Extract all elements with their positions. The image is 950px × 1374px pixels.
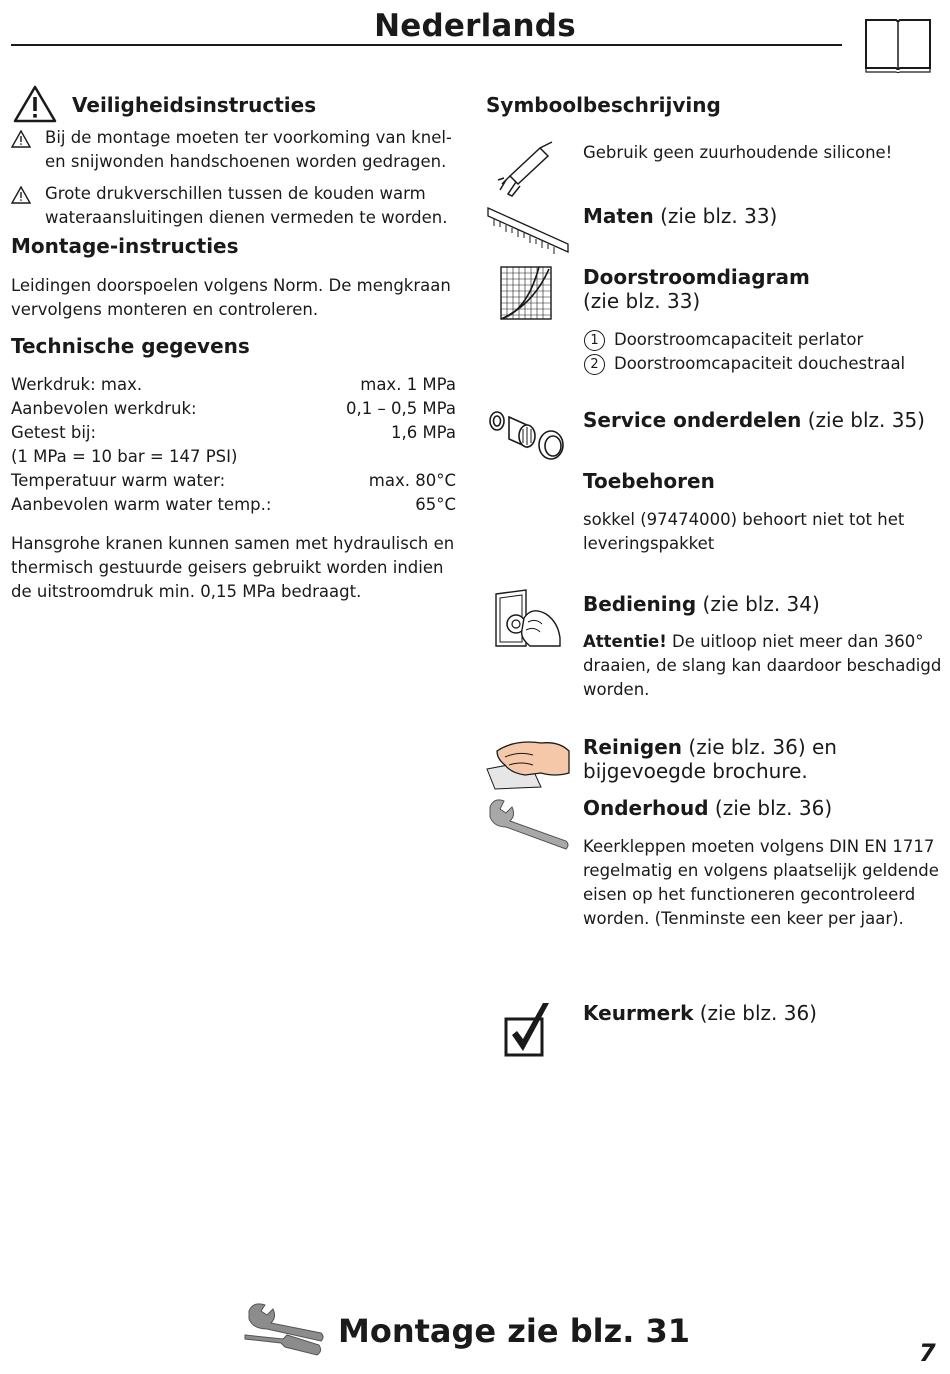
operation-page-ref: (zie blz. 34) — [696, 592, 820, 616]
maten-title — [583, 204, 777, 228]
safety-item-text: Grote drukverschillen tussen de kouden warm wateraansluitingen dienen vermeden te worden. — [45, 184, 448, 227]
operation-title — [583, 592, 820, 616]
accessories-title — [583, 469, 715, 493]
cleaning-page-ref: (zie blz. 36) en — [682, 735, 837, 759]
tools-icon — [243, 1301, 327, 1357]
service-label: Service onderdelen — [583, 408, 802, 432]
flow-item — [584, 328, 905, 352]
montage-reference: Montage zie blz. 31 — [338, 1312, 691, 1350]
attention-label: Attentie! — [583, 632, 667, 651]
install-title: Montage-instructies — [11, 234, 239, 258]
safety-list — [11, 126, 456, 230]
symbols-title: Symboolbeschrijving — [486, 93, 721, 117]
certificate-label: Keurmerk — [583, 1001, 694, 1025]
certificate-title — [583, 1001, 817, 1025]
attention-text: De uitloop niet meer dan 360° draaien, de slang kan daardoor beschadigd worden. — [583, 632, 942, 699]
tech-row — [11, 421, 456, 445]
maintenance-text: Keerkleppen moeten volgens DIN EN 1717 regelmatig en volgens plaatselijk geldende eisen op het functioneren gecontroleerd worden. (Tenminste een keer per jaar). — [583, 837, 939, 928]
silicone-gun-icon — [496, 140, 558, 198]
flow-title — [583, 265, 810, 313]
cleaning-label: Reinigen — [583, 735, 683, 759]
flow-item-number: 2 — [584, 354, 605, 375]
accessories-label: Toebehoren — [583, 469, 715, 493]
tech-row — [11, 373, 456, 397]
flow-item — [584, 352, 905, 376]
warning-icon — [11, 126, 33, 174]
tech-title: Technische gegevens — [11, 334, 250, 358]
flow-item-text: Doorstroomcapaciteit perlator — [614, 330, 864, 349]
maintenance-page-ref: (zie blz. 36) — [708, 796, 833, 820]
tech-label: Werkdruk: max. — [11, 375, 143, 394]
tech-row — [11, 397, 456, 421]
safety-warning-icon — [13, 85, 57, 123]
tech-row — [11, 469, 456, 493]
service-title — [583, 408, 925, 432]
install-text: Leidingen doorspoelen volgens Norm. De mengkraan vervolgens monteren en controleren. — [11, 276, 451, 319]
flow-item-number: 1 — [584, 330, 605, 351]
operation-label: Bediening — [583, 592, 697, 616]
safety-title: Veiligheidsinstructies — [72, 93, 317, 117]
flow-page-ref: (zie blz. 33) — [583, 289, 701, 313]
tech-value: 1,6 MPa — [390, 423, 456, 442]
safety-item — [11, 182, 456, 230]
tech-value: max. 1 MPa — [360, 375, 456, 394]
flow-list — [584, 328, 905, 376]
service-parts-icon — [487, 403, 571, 461]
title-rule — [11, 44, 842, 46]
tech-value: 0,1 – 0,5 MPa — [345, 399, 456, 418]
tech-label: Aanbevolen warm water temp.: — [11, 495, 272, 514]
flow-item-text: Doorstroomcapaciteit douchestraal — [614, 354, 906, 373]
silicone-text: Gebruik geen zuurhoudende silicone! — [583, 143, 893, 162]
tech-row — [11, 493, 456, 517]
operation-attention — [583, 630, 943, 702]
certificate-page-ref: (zie blz. 36) — [693, 1001, 817, 1025]
book-icon — [864, 16, 932, 74]
tech-value: 65°C — [415, 495, 456, 514]
page-number: 7 — [919, 1339, 936, 1367]
accessories-text: sokkel (97474000) behoort niet tot het leveringspakket — [583, 510, 905, 553]
maintenance-label: Onderhoud — [583, 796, 709, 820]
cleaning-title — [583, 735, 837, 783]
checkbox-check-icon — [503, 1001, 553, 1059]
flow-diagram-icon — [499, 265, 553, 321]
maintenance-title — [583, 796, 832, 820]
safety-item-text: Bij de montage moeten ter voorkoming van knel- en snijwonden handschoenen worden gedragen. — [45, 128, 452, 171]
tech-note: Hansgrohe kranen kunnen samen met hydraulisch en thermisch gestuurde geisers gebruikt worden indien de uitstroomdruk min. 0,15 MPa bedraagt. — [11, 534, 455, 601]
tech-value: max. 80°C — [368, 471, 456, 490]
wrench-icon — [486, 797, 570, 851]
maten-page-ref: (zie blz. 33) — [653, 204, 778, 228]
tech-table — [11, 373, 456, 517]
flow-label: Doorstroomdiagram — [583, 265, 810, 289]
tech-label: Aanbevolen werkdruk: — [11, 399, 197, 418]
hand-operating-valve-icon — [490, 588, 562, 648]
safety-item — [11, 126, 456, 174]
service-page-ref: (zie blz. 35) — [801, 408, 925, 432]
tech-label: Temperatuur warm water: — [11, 471, 226, 490]
tech-label: Getest bij: — [11, 423, 97, 442]
page-title: Nederlands — [374, 8, 576, 44]
warning-icon — [11, 182, 33, 230]
tech-row — [11, 445, 456, 469]
ruler-icon — [486, 204, 570, 256]
cleaning-brochure: bijgevoegde brochure. — [583, 759, 808, 783]
hand-cleaning-icon — [485, 733, 571, 791]
maten-label: Maten — [583, 204, 654, 228]
tech-label: (1 MPa = 10 bar = 147 PSI) — [11, 447, 238, 466]
